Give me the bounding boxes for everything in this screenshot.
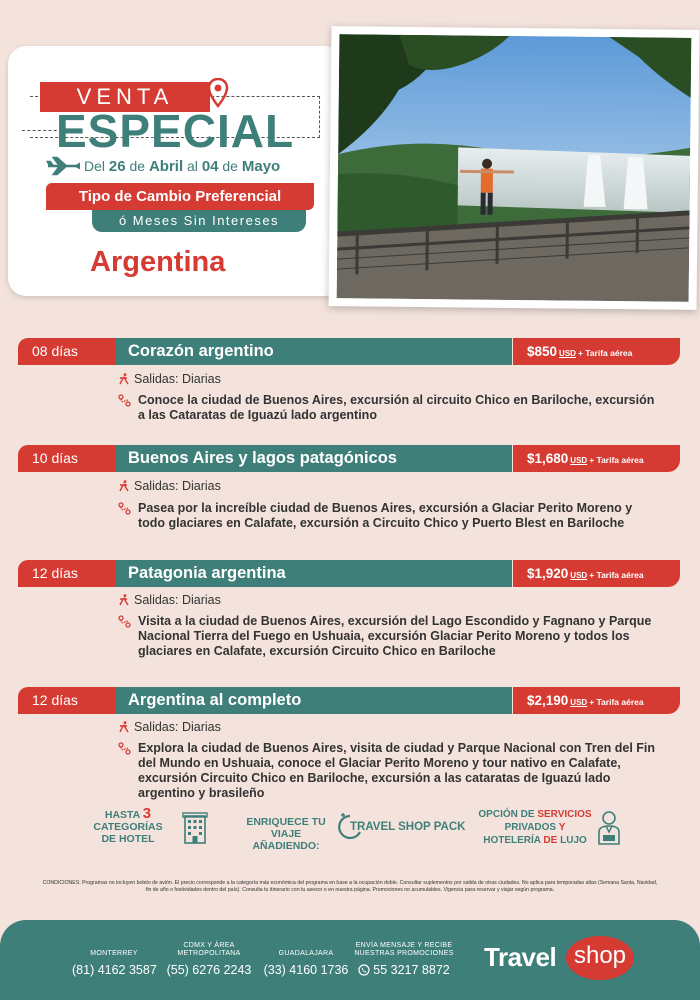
contact-city: CDMX Y ÁREA METROPOLITANA <box>177 942 241 957</box>
route-icon <box>118 742 131 755</box>
departures-row: Salidas: Diarias <box>118 479 221 493</box>
interest-free-banner: ó Meses Sin Intereses <box>92 210 306 232</box>
package-price: $850 USD + Tarifa aérea <box>513 338 680 365</box>
contact-phone[interactable]: (81) 4162 3587 <box>72 963 157 977</box>
package-days: 10 días <box>18 445 116 472</box>
contact-phone[interactable]: (33) 4160 1736 <box>263 963 349 977</box>
exchange-rate-banner: Tipo de Cambio Preferencial <box>46 183 314 210</box>
walking-icon <box>118 594 130 606</box>
footer <box>0 920 700 1000</box>
route-icon <box>118 502 131 515</box>
travelshop-logo[interactable] <box>482 934 672 982</box>
package-days: 12 días <box>18 560 116 587</box>
package-price: $1,920 USD + Tarifa aérea <box>513 560 680 587</box>
departures-row: Salidas: Diarias <box>118 720 221 734</box>
hotel-categories-text: HASTA 3 CATEGORÍAS DE HOTEL <box>93 805 163 845</box>
travel-shop-pack-logo: TRAVEL SHOP PACK <box>336 812 456 842</box>
route-icon <box>118 394 131 407</box>
package-days: 12 días <box>18 687 116 714</box>
especial-title: ESPECIAL <box>56 105 295 157</box>
destination-title: Argentina <box>90 246 226 278</box>
package-description: Explora la ciudad de Buenos Aires, visita de ciudad y Parque Nacional con Tren del Fin del Mundo en Ushuaia, conoce el Glaciar Perito Moreno y tour nativo en Calafate, excursión Circuito Chico en Bariloche, excursión a las cataratas de Iguazú lado argentino y brasileño <box>118 741 658 801</box>
contact-guadalajara <box>262 940 350 977</box>
contact-monterrey <box>72 940 156 977</box>
departures-row: Salidas: Diarias <box>118 593 221 607</box>
pack-text: ENRIQUECE TU VIAJE AÑADIENDO: <box>246 816 326 852</box>
whatsapp-icon <box>358 964 370 976</box>
walking-icon <box>118 721 130 733</box>
logo-shop: shop <box>566 936 634 980</box>
package-name: Corazón argentino <box>116 338 512 365</box>
package-name: Buenos Aires y lagos patagónicos <box>116 445 512 472</box>
destination-photo <box>329 26 700 310</box>
package-name: Argentina al completo <box>116 687 512 714</box>
package-days: 08 días <box>18 338 116 365</box>
departures-row: Salidas: Diarias <box>118 372 221 386</box>
contact-phone[interactable]: 55 3217 8872 <box>352 963 456 977</box>
logo-travel: Travel <box>484 942 557 972</box>
walking-icon <box>118 373 130 385</box>
contact-cdmx <box>164 940 254 977</box>
terms-conditions: CONDICIONES: Programas no incluyen boleto de avión. El precio corresponde a la categoría más económica del programa en base a la ocupación doble. Consultar suplementos por salida de otras ciudades. No aplica para temporadas altas (Semana Santa, Navidad, fin de año o festividades dentro del país). Consulta tu itinerario con tu asesor o en nuestra página. Promociones no acumulables. Vigencia para reservar y viajar según programa. <box>42 880 658 893</box>
package-price: $2,190 USD + Tarifa aérea <box>513 687 680 714</box>
route-icon <box>118 615 131 628</box>
contact-city: MONTERREY <box>90 950 138 957</box>
package-description: Pasea por la increíble ciudad de Buenos Aires, excursión a Glaciar Perito Moreno y todo glaciares en Calafate, excursión a Circuito Chico y Puerto Blest en Bariloche <box>118 501 658 531</box>
contact-city: GUADALAJARA <box>278 950 334 957</box>
package-description: Conoce la ciudad de Buenos Aires, excursión al circuito Chico en Bariloche, excursión a las Cataratas de Iguazú lado argentino <box>118 393 658 423</box>
contact-phone[interactable]: (55) 6276 2243 <box>166 963 252 977</box>
contact-city: ENVÍA MENSAJE Y RECIBE NUESTRAS PROMOCIONES <box>354 942 454 957</box>
airplane-icon <box>46 156 80 176</box>
package-description: Visita a la ciudad de Buenos Aires, excursión del Lago Escondido y Fagnano y Parque Nacional Tierra del Fuego en Ushuaia, excursión Glaciar Perito Moreno y todos los glaciares en Calafate, excursión Circuito Chico en Bariloche <box>118 614 658 659</box>
walking-icon <box>118 480 130 492</box>
luxury-service-icon <box>596 810 622 846</box>
hotel-icon <box>180 810 210 844</box>
promo-dates: Del 26 de Abril al 04 de Mayo <box>84 158 281 175</box>
venta-label: VENTA <box>40 82 210 112</box>
contact-whatsapp <box>352 940 456 977</box>
package-price: $1,680 USD + Tarifa aérea <box>513 445 680 472</box>
location-pin-icon <box>207 78 229 108</box>
private-services-text: OPCIÓN DE SERVICIOS PRIVADOS Y HOTELERÍA DE LUJO <box>478 809 592 846</box>
package-name: Patagonia argentina <box>116 560 512 587</box>
